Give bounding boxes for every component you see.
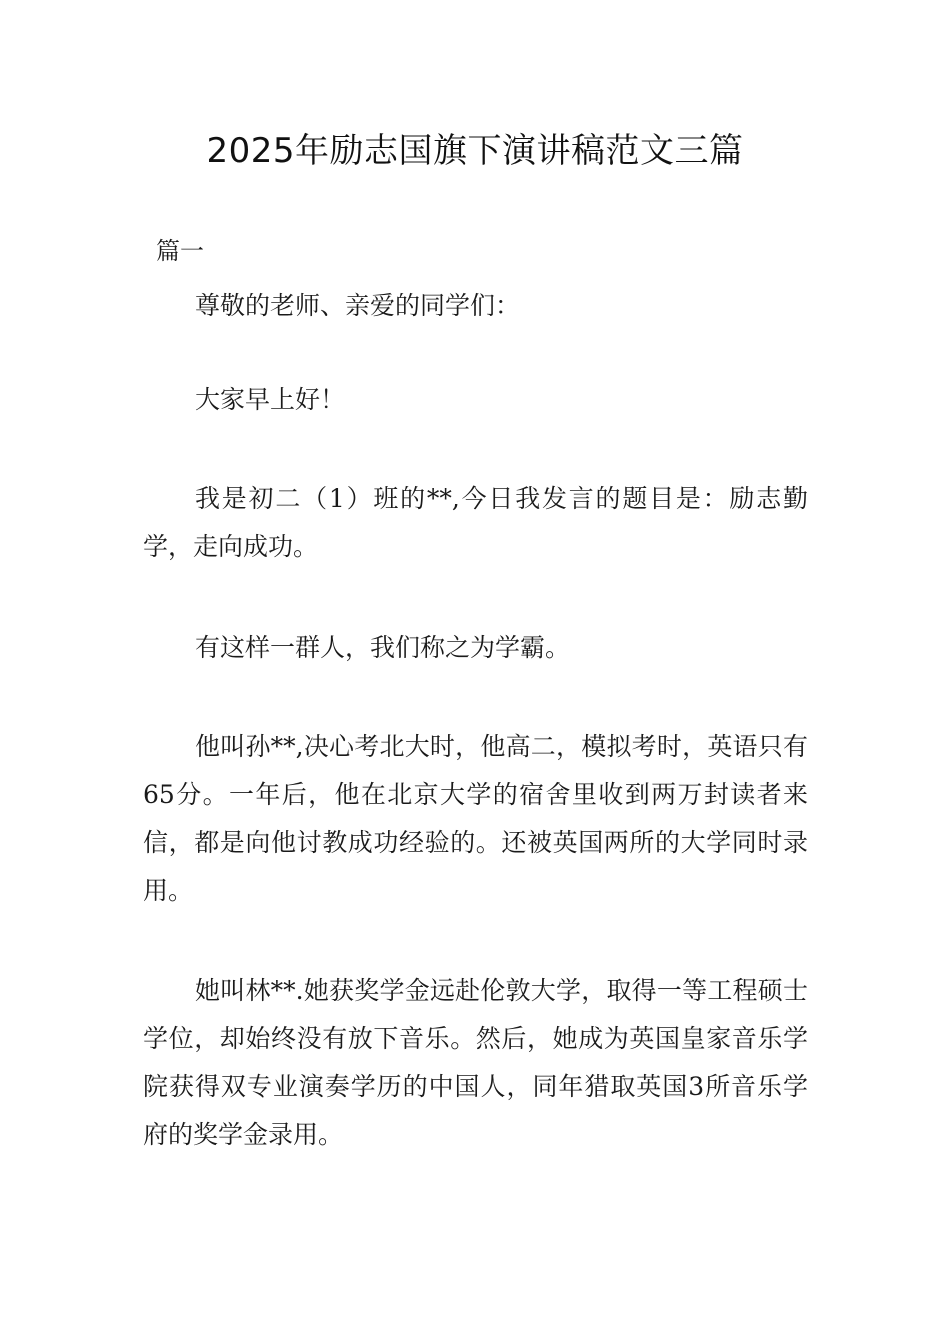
body-paragraph: 有这样一群人，我们称之为学霸。 [195, 633, 571, 662]
document-title: 2025年励志国旗下演讲稿范文三篇 [206, 131, 744, 171]
intro-paragraph: 我是初二（1）班的**,今日我发言的题目是：励志勤学，走向成功。 [143, 484, 808, 561]
salutation-paragraph: 尊敬的老师、亲爱的同学们： [195, 291, 521, 320]
body-paragraph: 他叫孙**,决心考北大时，他高二，模拟考时，英语只有65分。一年后，他在北京大学的宿舍里收到两万封读者来信，都是向他讨教成功经验的。还被英国两所的大学同时录用。 [143, 732, 808, 905]
section-label: 篇一 [156, 237, 204, 265]
body-paragraph: 她叫林**.她获奖学金远赴伦敦大学，取得一等工程硕士学位，却始终没有放下音乐。然后，她成为英国皇家音乐学院获得双专业演奏学历的中国人，同年猎取英国3所音乐学府的奖学金录用。 [143, 976, 808, 1149]
greeting-paragraph: 大家早上好！ [195, 385, 346, 414]
